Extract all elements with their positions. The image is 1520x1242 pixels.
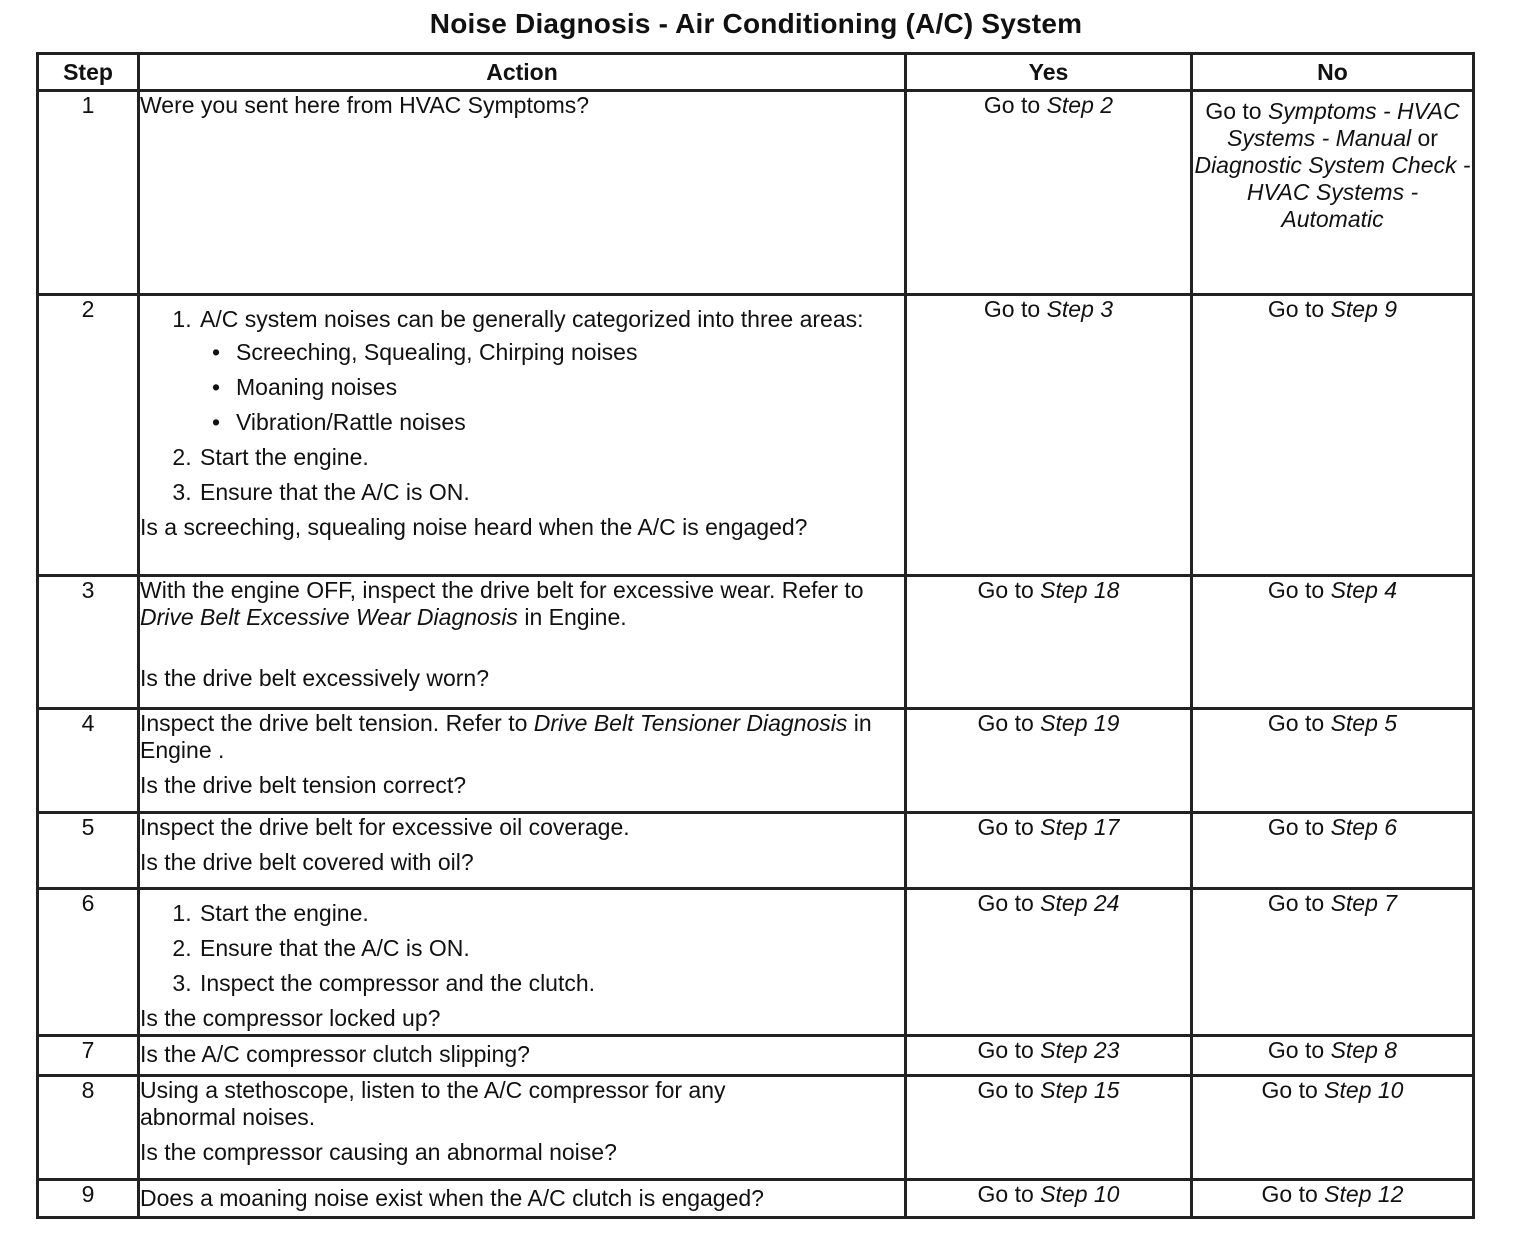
step-number: 9 bbox=[38, 1180, 139, 1218]
yes-prefix: Go to bbox=[977, 1181, 1041, 1207]
no-cell bbox=[1192, 813, 1474, 889]
question-text: Is the drive belt covered with oil? bbox=[140, 849, 474, 875]
no-connector: or bbox=[1411, 125, 1438, 151]
instruction-text: Inspect the drive belt tension. Refer to Drive Belt Tensioner Diagnosis in Engine . bbox=[140, 710, 872, 763]
no-cell bbox=[1192, 1180, 1474, 1218]
no-prefix: Go to bbox=[1261, 1077, 1325, 1103]
action-cell bbox=[139, 1076, 906, 1180]
no-step-link[interactable]: Step 4 bbox=[1330, 577, 1398, 603]
no-prefix: Go to bbox=[1267, 710, 1331, 736]
no-cell bbox=[1192, 709, 1474, 813]
no-step-link[interactable]: Step 8 bbox=[1330, 1037, 1398, 1063]
yes-cell bbox=[906, 91, 1192, 295]
yes-prefix: Go to bbox=[977, 1037, 1041, 1063]
question-text: Is the drive belt tension correct? bbox=[140, 772, 466, 798]
yes-cell bbox=[906, 1076, 1192, 1180]
yes-cell bbox=[906, 1036, 1192, 1076]
instruction-item: 3. Ensure that the A/C is ON. bbox=[198, 479, 904, 506]
yes-prefix: Go to bbox=[977, 814, 1041, 840]
action-cell bbox=[139, 1036, 906, 1076]
no-cell bbox=[1192, 576, 1474, 709]
bullet-item: • Screeching, Squealing, Chirping noises bbox=[236, 339, 904, 366]
instruction-item: 1. Start the engine. bbox=[198, 900, 904, 927]
step-number: 3 bbox=[38, 576, 139, 709]
yes-cell bbox=[906, 576, 1192, 709]
drive-belt-wear-link[interactable]: Drive Belt Excessive Wear Diagnosis bbox=[140, 604, 518, 630]
yes-cell bbox=[906, 295, 1192, 576]
header-no: No bbox=[1192, 54, 1474, 91]
action-cell bbox=[139, 91, 906, 295]
yes-prefix: Go to bbox=[983, 92, 1047, 118]
drive-belt-tensioner-link[interactable]: Drive Belt Tensioner Diagnosis bbox=[533, 710, 848, 736]
yes-cell bbox=[906, 813, 1192, 889]
yes-step-link[interactable]: Step 10 bbox=[1040, 1181, 1120, 1207]
no-cell bbox=[1192, 889, 1474, 1036]
yes-cell bbox=[906, 1180, 1192, 1218]
yes-step-link[interactable]: Step 15 bbox=[1040, 1077, 1120, 1103]
header-row bbox=[38, 54, 1474, 91]
no-cell bbox=[1192, 1036, 1474, 1076]
diagnostic-system-check-link[interactable]: Diagnostic System Check - HVAC Systems - Automatic bbox=[1194, 152, 1471, 232]
action-cell bbox=[139, 1180, 906, 1218]
yes-step-link[interactable]: Step 3 bbox=[1046, 296, 1114, 322]
no-step-link[interactable]: Step 5 bbox=[1330, 710, 1398, 736]
yes-step-link[interactable]: Step 18 bbox=[1040, 577, 1120, 603]
question-text: Is the A/C compressor clutch slipping? bbox=[140, 1041, 530, 1067]
symptoms-manual-link[interactable]: Symptoms - HVAC Systems - Manual bbox=[1227, 98, 1460, 151]
instruction-list bbox=[140, 900, 904, 997]
no-prefix: Go to bbox=[1205, 98, 1268, 124]
yes-cell bbox=[906, 889, 1192, 1036]
no-prefix: Go to bbox=[1261, 1181, 1325, 1207]
diagnosis-table bbox=[36, 52, 1475, 1219]
instruction-list bbox=[140, 306, 904, 506]
table-row bbox=[38, 1036, 1474, 1076]
header-step: Step bbox=[38, 54, 139, 91]
yes-prefix: Go to bbox=[977, 710, 1041, 736]
yes-prefix: Go to bbox=[977, 890, 1041, 916]
table-row bbox=[38, 1076, 1474, 1180]
yes-prefix: Go to bbox=[977, 1077, 1041, 1103]
yes-step-link[interactable]: Step 2 bbox=[1046, 92, 1114, 118]
table-row bbox=[38, 709, 1474, 813]
yes-prefix: Go to bbox=[977, 577, 1041, 603]
question-text: Is the compressor causing an abnormal noise? bbox=[140, 1139, 617, 1165]
yes-prefix: Go to bbox=[983, 296, 1047, 322]
no-step-link[interactable]: Step 7 bbox=[1330, 890, 1398, 916]
table-row bbox=[38, 889, 1474, 1036]
no-step-link[interactable]: Step 6 bbox=[1330, 814, 1398, 840]
instruction-item: 2. Ensure that the A/C is ON. bbox=[198, 935, 904, 962]
bullet-item: • Vibration/Rattle noises bbox=[236, 409, 904, 436]
noise-category-list bbox=[200, 339, 904, 436]
question-text: Is a screeching, squealing noise heard when the A/C is engaged? bbox=[140, 514, 808, 540]
bullet-item: • Moaning noises bbox=[236, 374, 904, 401]
table-row bbox=[38, 813, 1474, 889]
no-step-link[interactable]: Step 12 bbox=[1324, 1181, 1404, 1207]
step-number: 7 bbox=[38, 1036, 139, 1076]
table-row bbox=[38, 1180, 1474, 1218]
document-title: Noise Diagnosis - Air Conditioning (A/C) System bbox=[429, 8, 1083, 39]
step-number: 6 bbox=[38, 889, 139, 1036]
action-cell bbox=[139, 576, 906, 709]
no-prefix: Go to bbox=[1267, 577, 1331, 603]
table-row bbox=[38, 91, 1474, 295]
instruction-item: 2. Start the engine. bbox=[198, 444, 904, 471]
header-yes: Yes bbox=[906, 54, 1192, 91]
no-prefix: Go to bbox=[1267, 890, 1331, 916]
instruction-text: Using a stethoscope, listen to the A/C compressor for any abnormal noises. bbox=[140, 1077, 726, 1130]
yes-step-link[interactable]: Step 24 bbox=[1040, 890, 1120, 916]
action-cell bbox=[139, 709, 906, 813]
action-cell bbox=[139, 813, 906, 889]
no-step-link[interactable]: Step 10 bbox=[1324, 1077, 1404, 1103]
no-cell bbox=[1192, 295, 1474, 576]
no-prefix: Go to bbox=[1267, 1037, 1331, 1063]
step-number: 5 bbox=[38, 813, 139, 889]
instruction-item: 3. Inspect the compressor and the clutch. bbox=[198, 970, 904, 997]
yes-cell bbox=[906, 709, 1192, 813]
question-text: Does a moaning noise exist when the A/C clutch is engaged? bbox=[140, 1185, 764, 1211]
instruction-text: A/C system noises can be generally categorized into three areas: bbox=[200, 306, 864, 332]
no-cell bbox=[1192, 1076, 1474, 1180]
no-cell bbox=[1192, 91, 1474, 295]
yes-step-link[interactable]: Step 23 bbox=[1040, 1037, 1120, 1063]
yes-step-link[interactable]: Step 19 bbox=[1040, 710, 1120, 736]
table-row bbox=[38, 576, 1474, 709]
no-step-link[interactable]: Step 9 bbox=[1330, 296, 1398, 322]
instruction-item bbox=[198, 306, 904, 436]
instruction-text: Inspect the drive belt for excessive oil coverage. bbox=[140, 814, 630, 840]
no-prefix: Go to bbox=[1267, 296, 1331, 322]
step-number: 4 bbox=[38, 709, 139, 813]
yes-step-link[interactable]: Step 17 bbox=[1040, 814, 1120, 840]
step-number: 1 bbox=[38, 91, 139, 295]
question-text: Were you sent here from HVAC Symptoms? bbox=[140, 92, 590, 118]
question-text: Is the drive belt excessively worn? bbox=[140, 665, 489, 691]
action-cell bbox=[139, 889, 906, 1036]
action-cell bbox=[139, 295, 906, 576]
no-prefix: Go to bbox=[1267, 814, 1331, 840]
table-row bbox=[38, 295, 1474, 576]
step-number: 2 bbox=[38, 295, 139, 576]
step-number: 8 bbox=[38, 1076, 139, 1180]
instruction-text: With the engine OFF, inspect the drive belt for excessive wear. Refer to Drive Belt Excessive Wear Diagnosis in Engine. bbox=[140, 577, 864, 630]
header-action: Action bbox=[139, 54, 906, 91]
question-text: Is the compressor locked up? bbox=[140, 1005, 441, 1031]
